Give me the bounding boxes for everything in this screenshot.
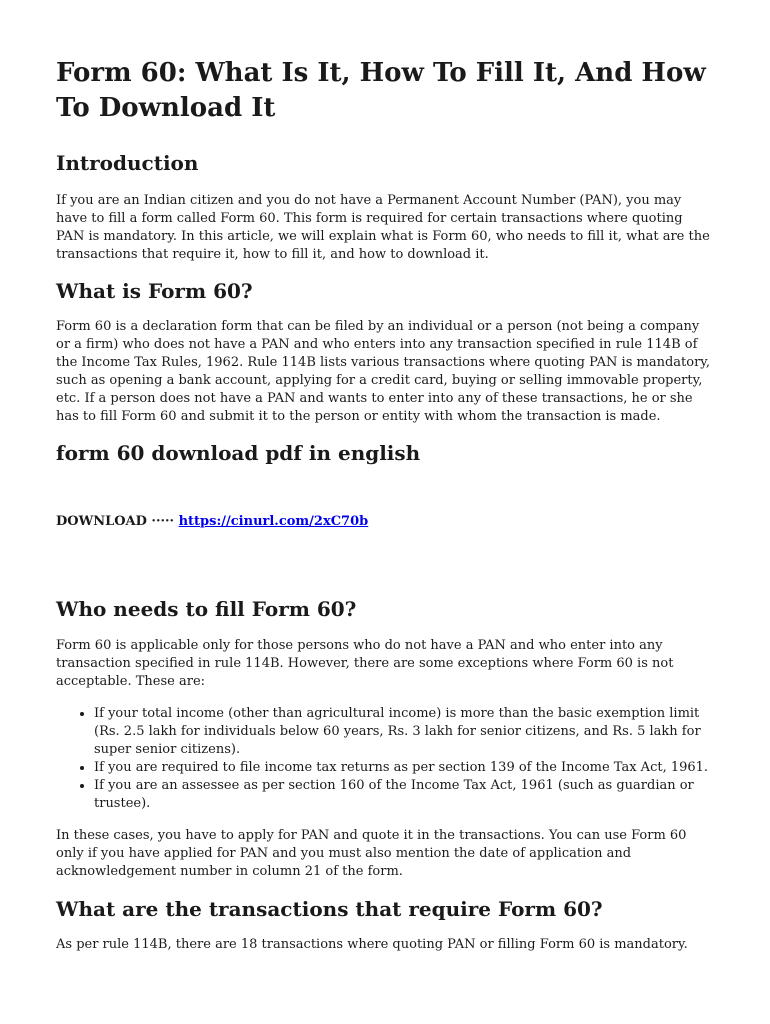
list-item: • If you are an assessee as per section 160 of the Income Tax Act, 1961 (such as guardian or trustee). (94, 777, 714, 813)
introduction-paragraph: If you are an Indian citizen and you do not have a Permanent Account Number (PAN), you may have to fill a form called Form 60. This form is required for certain transactions where quoting PAN is mandatory. In this article, we will explain what is Form 60, who needs to fill it, what are the transactions that require it, how to fill it, and how to download it. (56, 193, 710, 262)
download-link[interactable]: https://cinurl.com/2xC70b (178, 514, 369, 529)
cases-paragraph: In these cases, you have to apply for PAN and quote it in the transactions. You can use Form 60 only if you have applied for PAN and you must also mention the date of application and acknowledgement number in column 21 of the form. (56, 828, 687, 879)
introduction-heading: Introduction (56, 151, 199, 175)
download-line (56, 513, 714, 531)
download-heading: form 60 download pdf in english (56, 441, 421, 465)
what-is-form60-paragraph: Form 60 is a declaration form that can be filed by an individual or a person (not being a company or a firm) who does not have a PAN and who enters into any transaction specified in rule 114B of the Income Tax Rules, 1962. Rule 114B lists various transactions where quoting PAN is mandatory, such as opening a bank account, applying for a credit card, buying or selling immovable property, etc. If a person does not have a PAN and wants to enter into any of these transactions, he or she has to fill Form 60 and submit it to the person or entity with whom the transaction is made. (56, 319, 711, 424)
who-needs-heading: Who needs to fill Form 60? (56, 597, 357, 621)
list-item: • If you are required to file income tax returns as per section 139 of the Income Tax Act, 1961. (94, 759, 714, 777)
transactions-paragraph: As per rule 114B, there are 18 transactions where quoting PAN or filling Form 60 is mandatory. (56, 937, 688, 952)
list-item: • If your total income (other than agricultural income) is more than the basic exemption limit (Rs. 2.5 lakh for individuals below 60 years, Rs. 3 lakh for senior citizens, and Rs. 5 lakh for super senior citizens). (94, 705, 714, 759)
what-is-form60-heading: What is Form 60? (56, 279, 253, 303)
article-title: Form 60: What Is It, How To Fill It, And How To Download It (56, 58, 706, 123)
exceptions-list (56, 705, 714, 813)
who-needs-paragraph: Form 60 is applicable only for those persons who do not have a PAN and who enter into any transaction specified in rule 114B. However, there are some exceptions where Form 60 is not acceptable. These are: (56, 638, 674, 689)
download-label: DOWNLOAD ····· (56, 514, 179, 529)
transactions-heading: What are the transactions that require Form 60? (56, 897, 603, 921)
